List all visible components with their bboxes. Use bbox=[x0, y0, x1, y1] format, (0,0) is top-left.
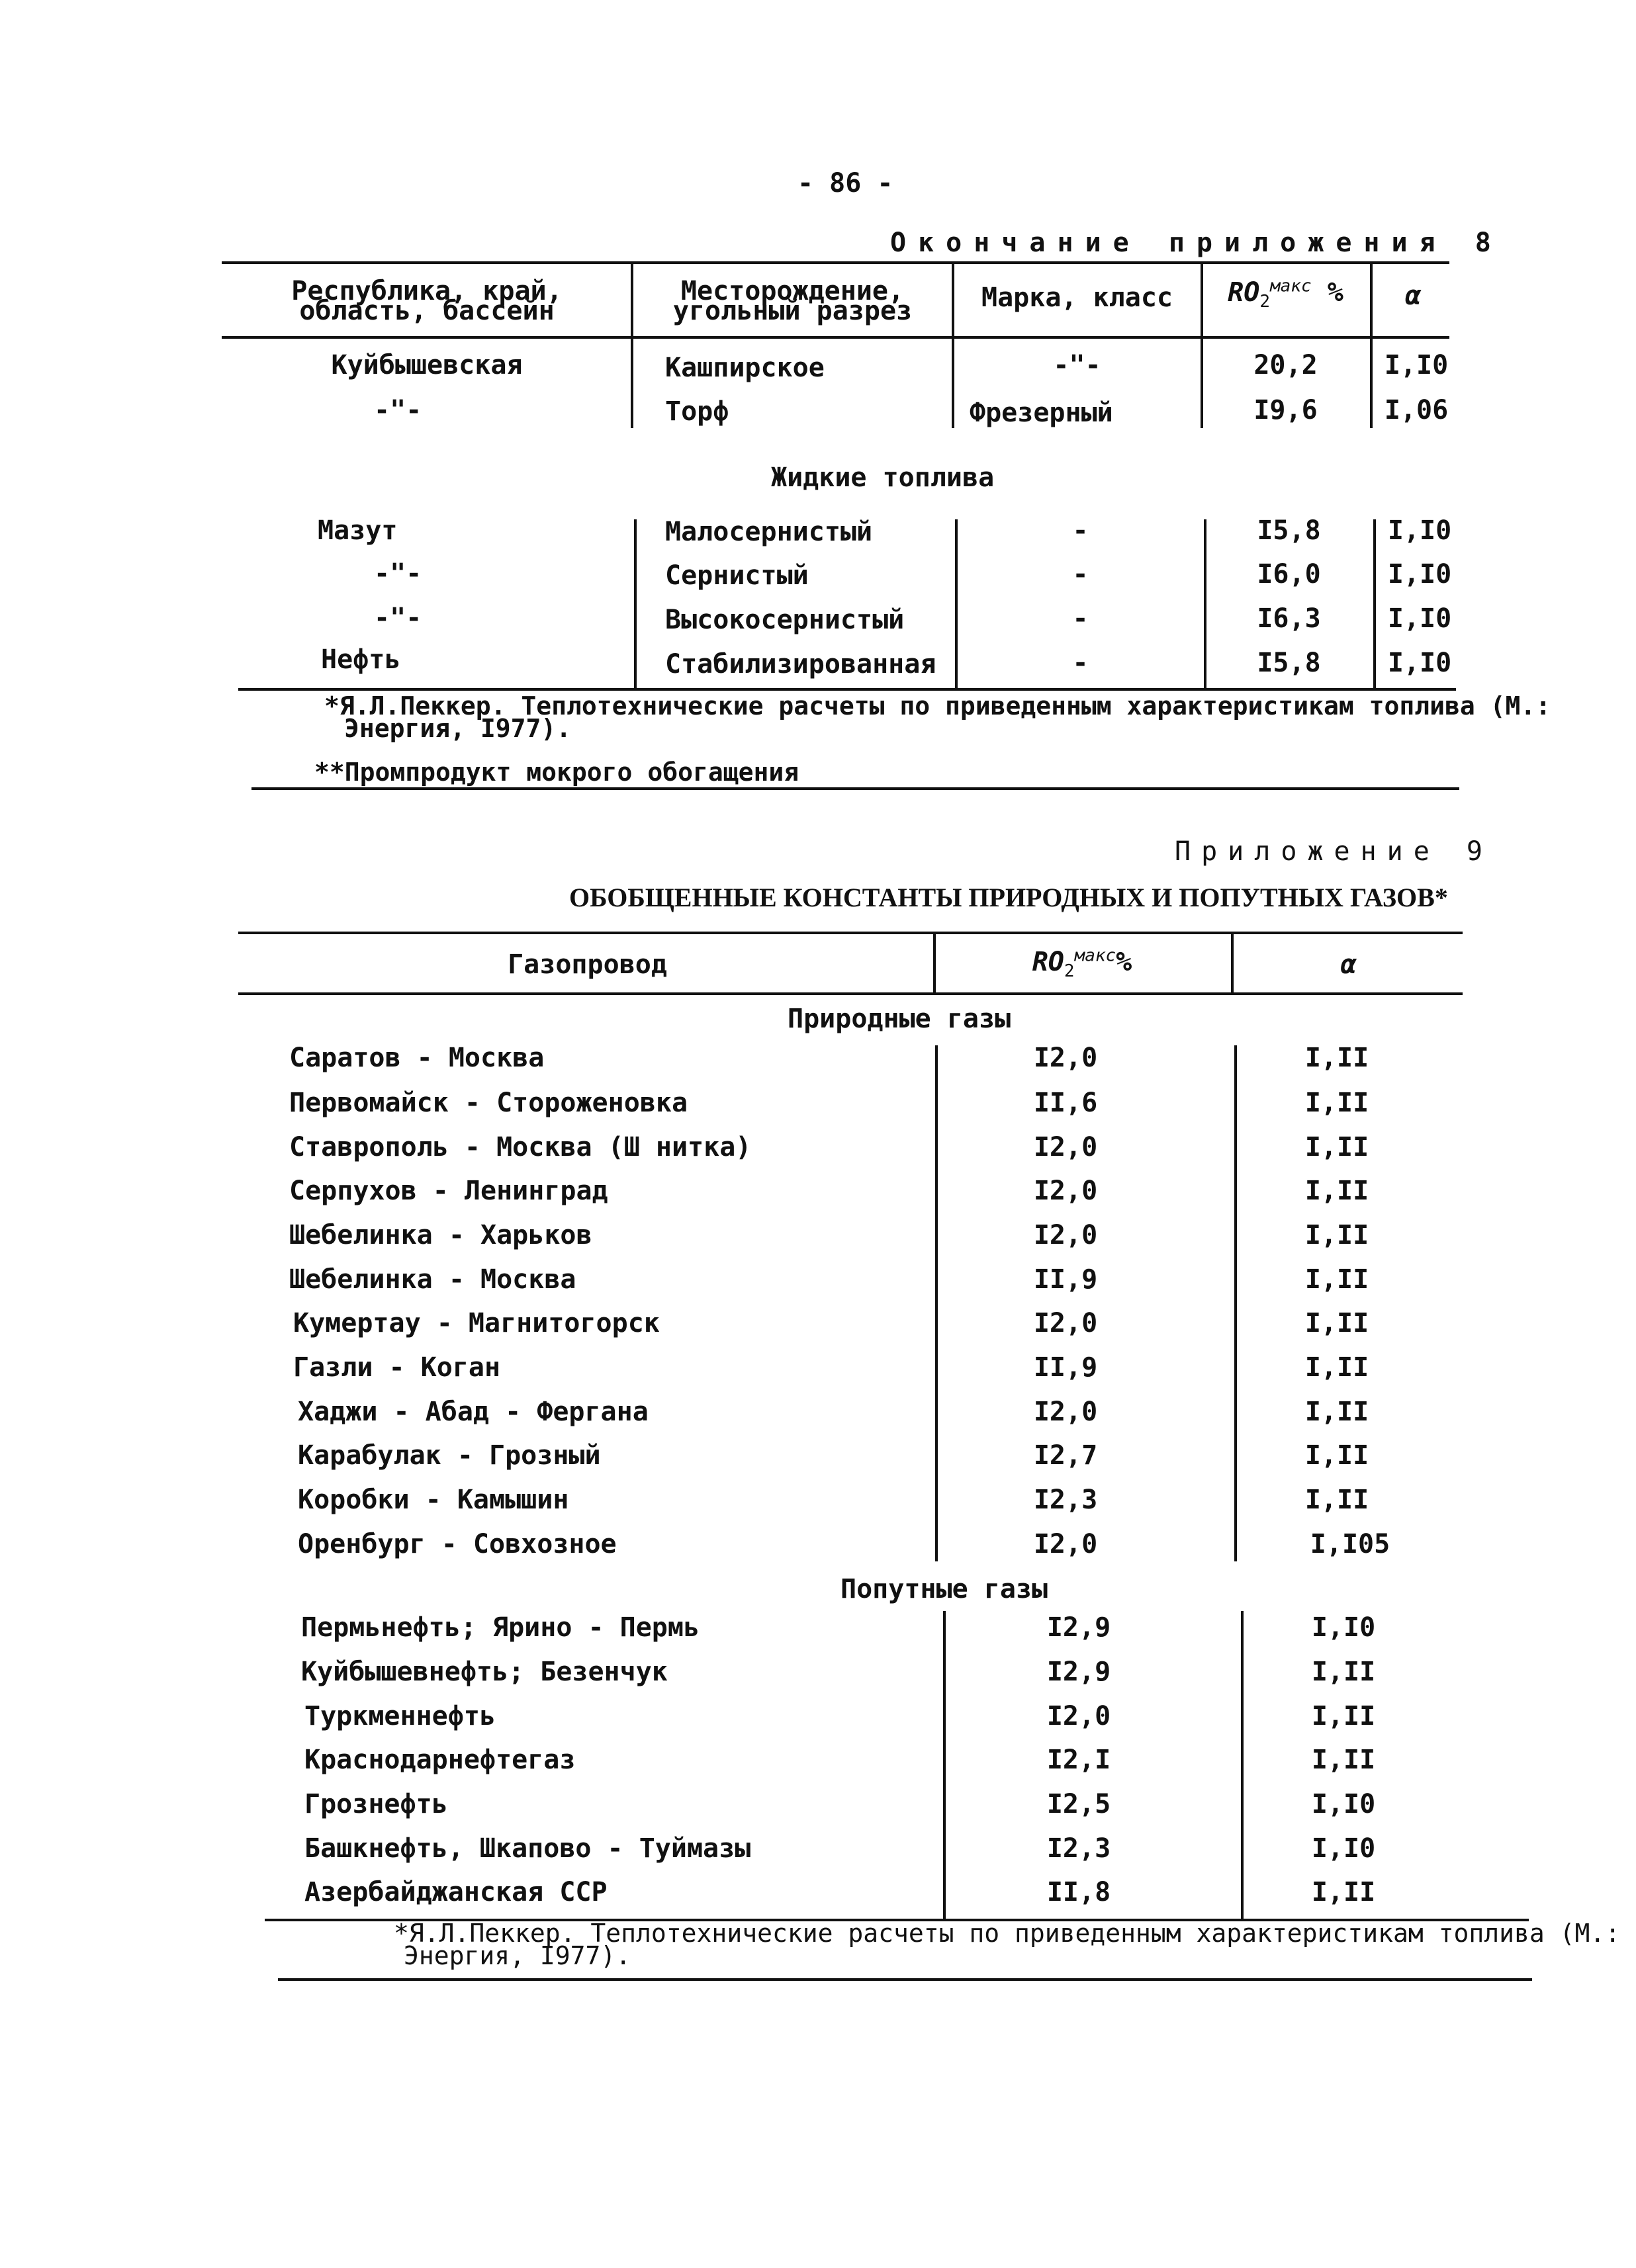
table9-col-divider bbox=[935, 1045, 938, 1561]
table8-row-deposit: Торф bbox=[665, 396, 729, 427]
natural-row-name: Газли - Коган bbox=[293, 1352, 501, 1383]
liquid-row-ro2: I6,0 bbox=[1257, 559, 1321, 589]
liquid-row-alpha: I,I0 bbox=[1387, 603, 1452, 634]
liquid-row-alpha: I,I0 bbox=[1387, 559, 1452, 589]
natural-row-alpha: I,II bbox=[1304, 1397, 1369, 1427]
table8-col-divider bbox=[634, 519, 637, 688]
natural-row-ro2: I2,0 bbox=[1033, 1308, 1098, 1338]
natural-row-alpha: I,II bbox=[1304, 1440, 1369, 1471]
natural-row-alpha: I,II bbox=[1304, 1485, 1369, 1515]
table8-top-rule bbox=[222, 261, 1449, 264]
associated-row-ro2: I2,0 bbox=[1046, 1701, 1111, 1731]
liquid-row-deposit: Высокосернистый bbox=[665, 605, 905, 635]
associated-row-ro2: I2,9 bbox=[1046, 1657, 1111, 1687]
associated-row-ro2: II,8 bbox=[1046, 1877, 1111, 1907]
associated-row-alpha: I,II bbox=[1311, 1701, 1376, 1731]
natural-row-ro2: I2,0 bbox=[1033, 1220, 1098, 1250]
appendix8-continuation-title: Окончание приложения 8 bbox=[890, 228, 1503, 258]
natural-row-ro2: II,6 bbox=[1033, 1088, 1098, 1118]
table8-header-grade: Марка, класс bbox=[981, 283, 1173, 313]
liquid-row-ro2: I6,3 bbox=[1257, 603, 1321, 634]
table9-header-pipeline: Газопровод bbox=[508, 949, 667, 980]
liquid-row-deposit: Малосернистый bbox=[665, 517, 873, 547]
footnote-line: *Я.Л.Пеккер. Теплотехнические расчеты по приведенным характеристикам топлива (М.: bbox=[324, 691, 1551, 720]
natural-row-name: Оренбург - Совхозное bbox=[298, 1529, 617, 1559]
natural-row-alpha: I,II bbox=[1304, 1132, 1369, 1162]
appendix9-label: Приложение 9 bbox=[1175, 836, 1493, 867]
table9-header-alpha: α bbox=[1340, 949, 1357, 980]
natural-row-alpha: I,II bbox=[1304, 1308, 1369, 1338]
natural-row-alpha: I,II bbox=[1304, 1220, 1369, 1250]
ro2-symbol: RO bbox=[1228, 277, 1260, 308]
liquid-row-region: Мазут bbox=[318, 515, 398, 546]
liquid-row-region: -"- bbox=[374, 603, 422, 633]
natural-row-name: Саратов - Москва bbox=[289, 1043, 545, 1073]
table8-header-alpha: α bbox=[1404, 281, 1422, 311]
table8-header-deposit: Месторождение, угольный разрез bbox=[672, 276, 913, 326]
table8-row-grade: Фрезерный bbox=[970, 398, 1113, 428]
liquid-row-deposit: Стабилизированная bbox=[665, 649, 936, 679]
appendix9-title: ОБОБЩЕННЫЕ КОНСТАНТЫ ПРИРОДНЫХ И ПОПУТНЫХ ГАЗОВ* bbox=[569, 883, 1448, 912]
natural-row-ro2: I2,0 bbox=[1033, 1176, 1098, 1206]
table8-col-divider bbox=[1201, 339, 1203, 428]
natural-row-name: Хаджи - Абад - Фергана bbox=[298, 1397, 649, 1427]
associated-row-alpha: I,I0 bbox=[1311, 1833, 1376, 1864]
appendix8-footnote-1 bbox=[324, 691, 1551, 743]
table9-col-divider bbox=[943, 1611, 946, 1919]
associated-row-name: Краснодарнефтегаз bbox=[304, 1745, 576, 1775]
table8-header-divider bbox=[1201, 263, 1203, 337]
appendix9-footnote-rule bbox=[278, 1978, 1532, 1981]
natural-row-alpha: I,I05 bbox=[1310, 1529, 1390, 1559]
table8-col-divider bbox=[955, 519, 958, 688]
associated-row-name: Башкнефть, Шкапово - Туймазы bbox=[304, 1833, 751, 1864]
liquid-row-deposit: Сернистый bbox=[665, 560, 809, 591]
natural-row-alpha: I,II bbox=[1304, 1352, 1369, 1383]
natural-row-ro2: I2,3 bbox=[1033, 1485, 1098, 1515]
ro2-unit: % bbox=[1327, 277, 1343, 308]
footnote-line: *Я.Л.Пеккер. Теплотехнические расчеты по приведенным характеристикам топлива (М.: bbox=[394, 1919, 1621, 1948]
table8-row-region: -"- bbox=[374, 395, 422, 425]
table9-top-rule bbox=[238, 932, 1463, 934]
associated-row-name: Азербайджанская ССР bbox=[304, 1877, 608, 1907]
table9-header-rule bbox=[238, 992, 1463, 995]
associated-row-alpha: I,II bbox=[1311, 1657, 1376, 1687]
appendix8-footnote-2: **Промпродукт мокрого обогащения bbox=[314, 758, 799, 787]
associated-row-name: Грознефть bbox=[304, 1789, 448, 1819]
appendix8-footnote-rule bbox=[251, 787, 1459, 790]
liquid-row-alpha: I,I0 bbox=[1387, 648, 1452, 678]
appendix9-footnote bbox=[394, 1919, 1621, 1970]
natural-row-ro2: I2,0 bbox=[1033, 1397, 1098, 1427]
table8-row-alpha: I,I0 bbox=[1384, 350, 1449, 380]
associated-row-name: Пермьнефть; Ярино - Пермь bbox=[301, 1612, 700, 1643]
footnote-line: Энергия, I977). bbox=[404, 1941, 631, 1970]
table8-row-grade: -"- bbox=[1053, 350, 1101, 380]
natural-row-name: Карабулак - Грозный bbox=[298, 1440, 601, 1471]
natural-row-alpha: I,II bbox=[1304, 1043, 1369, 1073]
natural-row-alpha: I,II bbox=[1304, 1264, 1369, 1295]
associated-row-alpha: I,I0 bbox=[1311, 1789, 1376, 1819]
natural-row-name: Кумертау - Магнитогорск bbox=[293, 1308, 660, 1338]
table9-header-divider bbox=[933, 933, 936, 992]
ro2-unit: % bbox=[1116, 947, 1132, 977]
liquid-row-grade: - bbox=[1072, 648, 1089, 678]
natural-row-name: Шебелинка - Харьков bbox=[289, 1220, 592, 1250]
associated-row-ro2: I2,5 bbox=[1046, 1789, 1111, 1819]
table8-header-ro2 bbox=[1204, 276, 1367, 312]
associated-row-alpha: I,I0 bbox=[1311, 1612, 1376, 1643]
page-number: - 86 - bbox=[797, 168, 893, 198]
natural-row-ro2: I2,0 bbox=[1033, 1043, 1098, 1073]
table8-bottom-rule bbox=[238, 688, 1456, 691]
table8-row-deposit: Кашпирское bbox=[665, 353, 825, 383]
liquid-fuels-heading: Жидкие топлива bbox=[771, 462, 995, 493]
table8-row-alpha: I,06 bbox=[1384, 395, 1449, 425]
natural-row-name: Первомайск - Стороженовка bbox=[289, 1088, 688, 1118]
natural-row-name: Коробки - Камышин bbox=[298, 1485, 569, 1515]
associated-row-ro2: I2,3 bbox=[1046, 1833, 1111, 1864]
natural-row-ro2: I2,0 bbox=[1033, 1132, 1098, 1162]
ro2-subscript: 2 bbox=[1259, 292, 1270, 312]
liquid-row-grade: - bbox=[1072, 603, 1089, 634]
associated-row-name: Туркменнефть bbox=[304, 1701, 496, 1731]
associated-row-alpha: I,II bbox=[1311, 1877, 1376, 1907]
natural-gases-heading: Природные газы bbox=[788, 1004, 1011, 1034]
ro2-superscript: макс bbox=[1270, 276, 1312, 296]
associated-row-alpha: I,II bbox=[1311, 1745, 1376, 1775]
liquid-row-alpha: I,I0 bbox=[1387, 515, 1452, 546]
natural-row-name: Серпухов - Ленинград bbox=[289, 1176, 608, 1206]
liquid-row-grade: - bbox=[1072, 515, 1089, 546]
associated-gases-heading: Попутные газы bbox=[841, 1574, 1048, 1604]
table8-row-ro2: 20,2 bbox=[1253, 350, 1318, 380]
natural-row-ro2: I2,0 bbox=[1033, 1529, 1098, 1559]
table8-col-divider bbox=[952, 339, 954, 428]
associated-row-name: Куйбышевнефть; Безенчук bbox=[301, 1657, 668, 1687]
ro2-superscript: макс bbox=[1074, 945, 1116, 966]
liquid-row-region: Нефть bbox=[321, 644, 401, 675]
table8-header-divider bbox=[1370, 263, 1373, 337]
table8-row-region: Куйбышевская bbox=[331, 350, 523, 380]
table9-header-divider bbox=[1231, 933, 1234, 992]
natural-row-alpha: I,II bbox=[1304, 1176, 1369, 1206]
liquid-row-ro2: I5,8 bbox=[1257, 648, 1321, 678]
table8-row-ro2: I9,6 bbox=[1253, 395, 1318, 425]
natural-row-name: Шебелинка - Москва bbox=[289, 1264, 576, 1295]
table8-header-divider bbox=[631, 263, 633, 337]
table8-header-region: Республика, край, область, бассейн bbox=[291, 276, 563, 326]
table8-col-divider bbox=[631, 339, 633, 428]
table8-col-divider bbox=[1204, 519, 1206, 688]
table9-header-ro2 bbox=[936, 945, 1228, 981]
footnote-line: Энергия, I977). bbox=[344, 714, 572, 743]
table8-header-divider bbox=[952, 263, 954, 337]
natural-row-ro2: I2,7 bbox=[1033, 1440, 1098, 1471]
associated-row-ro2: I2,9 bbox=[1046, 1612, 1111, 1643]
liquid-row-region: -"- bbox=[374, 558, 422, 589]
natural-row-ro2: II,9 bbox=[1033, 1264, 1098, 1295]
table9-col-divider bbox=[1234, 1045, 1237, 1561]
table9-col-divider bbox=[1241, 1611, 1244, 1919]
ro2-subscript: 2 bbox=[1064, 961, 1075, 981]
associated-row-ro2: I2,I bbox=[1046, 1745, 1111, 1775]
natural-row-alpha: I,II bbox=[1304, 1088, 1369, 1118]
ro2-symbol: RO bbox=[1032, 947, 1064, 977]
natural-row-ro2: II,9 bbox=[1033, 1352, 1098, 1383]
liquid-row-ro2: I5,8 bbox=[1257, 515, 1321, 546]
liquid-row-grade: - bbox=[1072, 559, 1089, 589]
table8-header-rule bbox=[222, 336, 1449, 339]
natural-row-name: Ставрополь - Москва (Ш нитка) bbox=[289, 1132, 752, 1162]
